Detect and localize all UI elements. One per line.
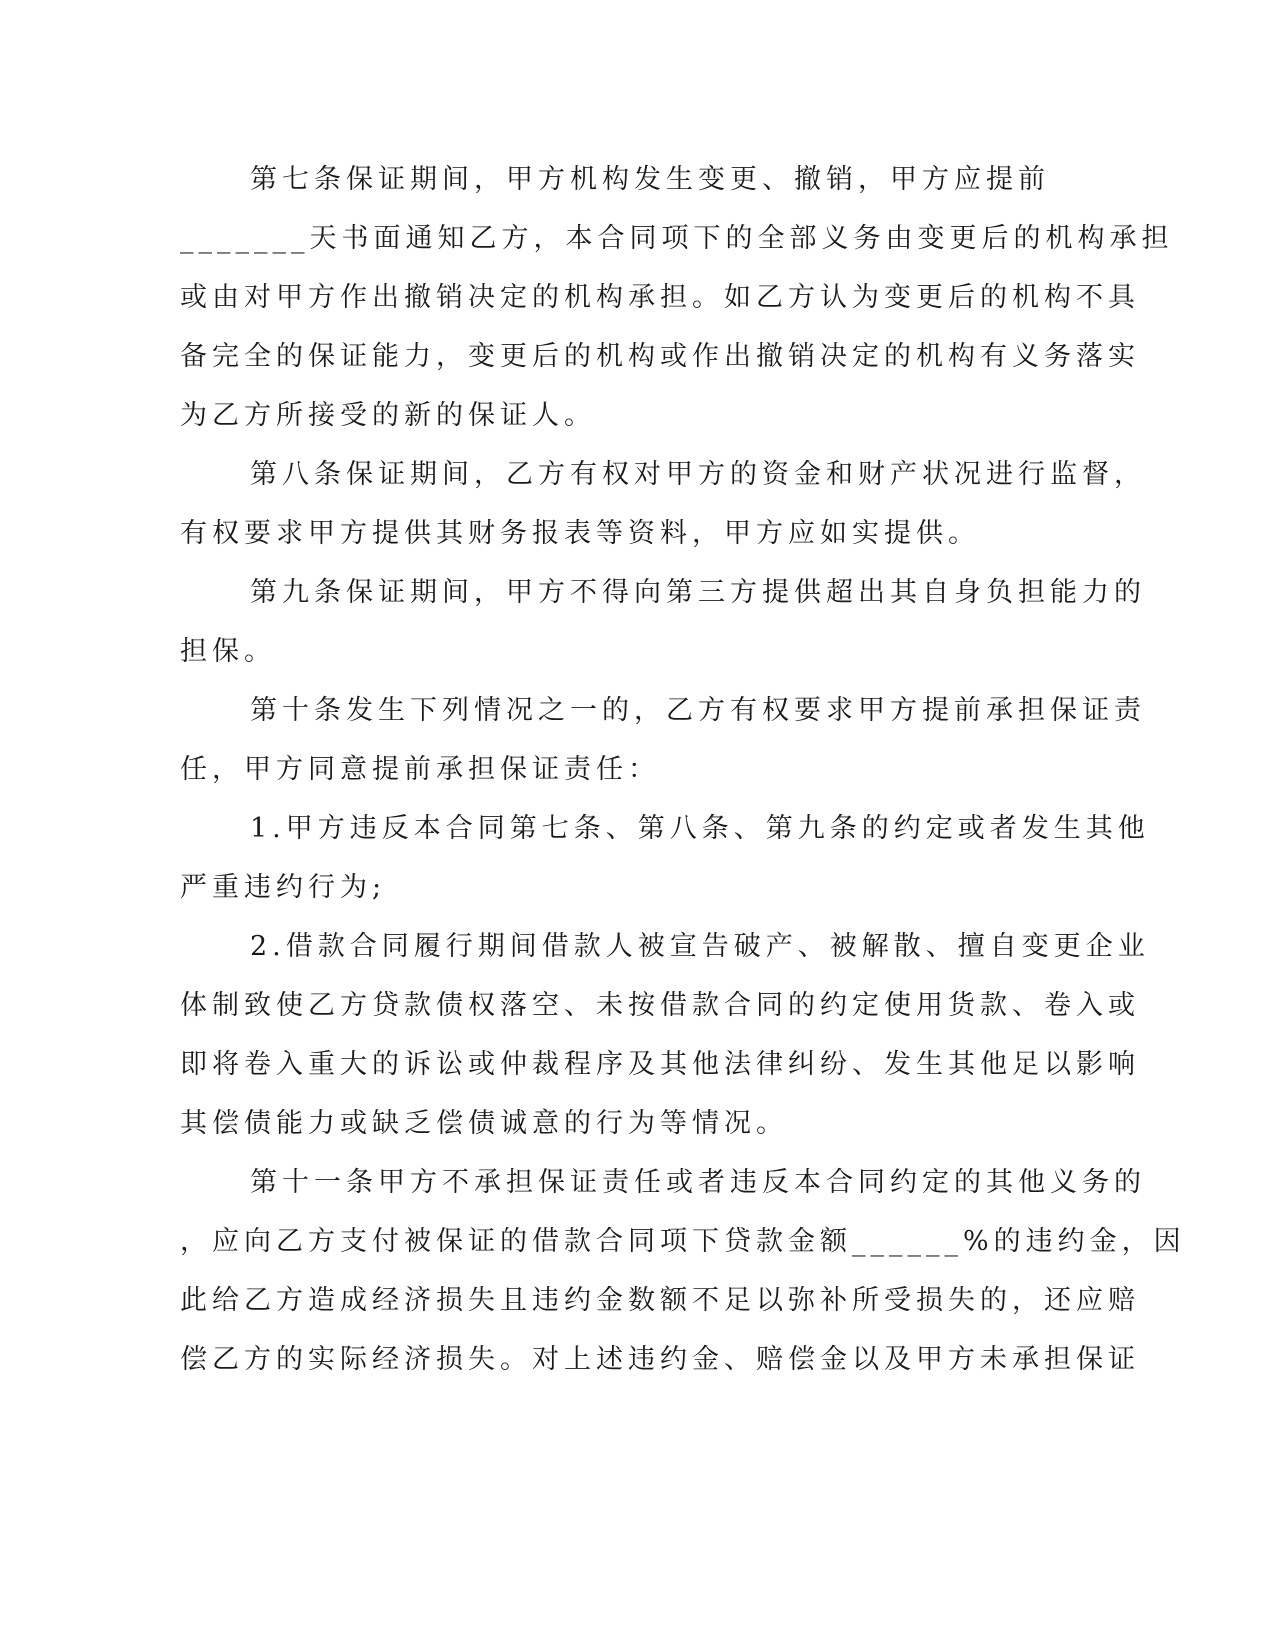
text-line: 第十条发生下列情况之一的，乙方有权要求甲方提前承担保证责 <box>250 695 1146 726</box>
text-line: 1.甲方违反本合同第七条、第八条、第九条的约定或者发生其他 <box>250 813 1150 844</box>
text-line: 严重违约行为; <box>180 872 387 903</box>
text-line: _______天书面通知乙方，本合同项下的全部义务由变更后的机构承担 <box>180 223 1174 254</box>
text-line: 第八条保证期间，乙方有权对甲方的资金和财产状况进行监督， <box>250 459 1146 490</box>
text-line: ，应向乙方支付被保证的借款合同项下贷款金额______%的违约金，因 <box>180 1226 1186 1257</box>
text-line: 任，甲方同意提前承担保证责任： <box>180 754 660 785</box>
text-line: 第九条保证期间，甲方不得向第三方提供超出其自身负担能力的 <box>250 577 1146 608</box>
text-line: 2.借款合同履行期间借款人被宣告破产、被解散、擅自变更企业 <box>250 931 1150 962</box>
text-line: 此给乙方造成经济损失且违约金数额不足以弥补所受损失的，还应赔 <box>180 1285 1140 1316</box>
text-line: 偿乙方的实际经济损失。对上述违约金、赔偿金以及甲方未承担保证 <box>180 1344 1140 1375</box>
text-line: 第十一条甲方不承担保证责任或者违反本合同约定的其他义务的 <box>250 1167 1146 1198</box>
text-line: 有权要求甲方提供其财务报表等资料，甲方应如实提供。 <box>180 518 980 549</box>
text-line: 或由对甲方作出撤销决定的机构承担。如乙方认为变更后的机构不具 <box>180 282 1140 313</box>
text-line: 其偿债能力或缺乏偿债诚意的行为等情况。 <box>180 1108 788 1139</box>
text-line: 担保。 <box>180 636 276 667</box>
text-line: 体制致使乙方贷款债权落空、未按借款合同的约定使用货款、卷入或 <box>180 990 1140 1021</box>
text-line: 为乙方所接受的新的保证人。 <box>180 400 596 431</box>
text-line: 第七条保证期间，甲方机构发生变更、撤销，甲方应提前 <box>250 164 1050 195</box>
text-line: 备完全的保证能力，变更后的机构或作出撤销决定的机构有义务落实 <box>180 341 1140 372</box>
text-line: 即将卷入重大的诉讼或仲裁程序及其他法律纠纷、发生其他足以影响 <box>180 1049 1140 1080</box>
